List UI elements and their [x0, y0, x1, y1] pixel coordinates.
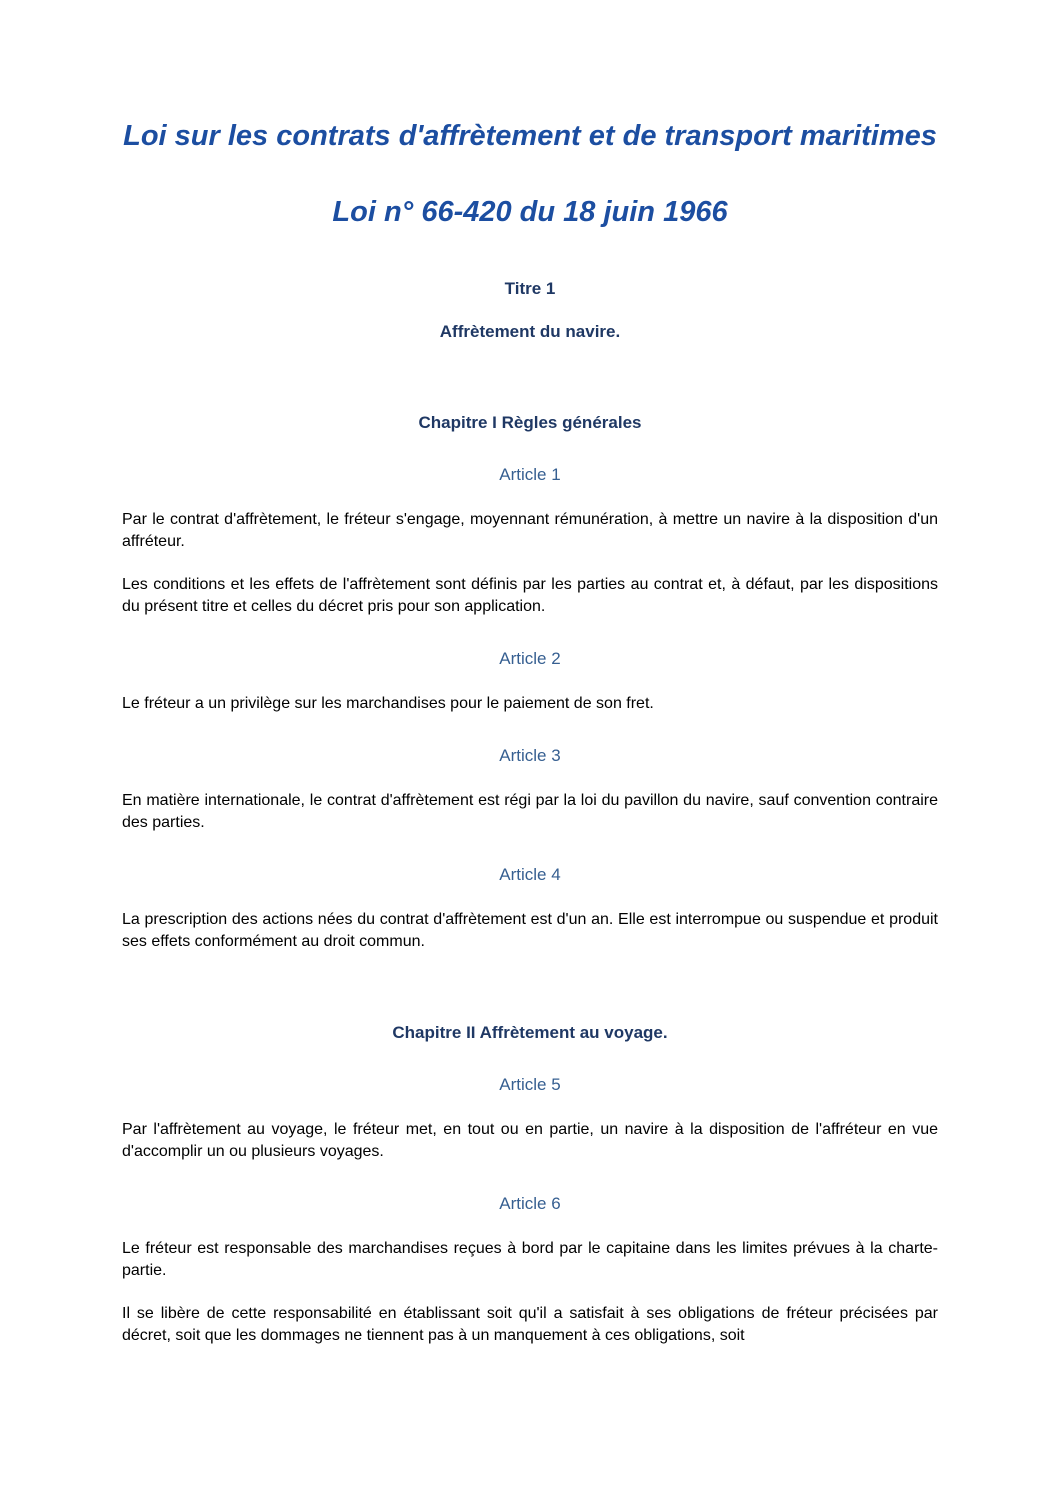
document-title: Loi sur les contrats d'affrètement et de transport maritimes: [123, 120, 937, 152]
article-4-heading: Article 4: [499, 865, 561, 884]
article-5-heading: Article 5: [499, 1075, 561, 1094]
article-1-heading: Article 1: [499, 465, 561, 484]
article-5-paragraph-1: Par l'affrètement au voyage, le fréteur met, en tout ou en partie, un navire à la disposition de l'affréteur en vue d'accomplir un ou plusieurs voyages.: [122, 1121, 938, 1160]
article-1-paragraph-2: Les conditions et les effets de l'affrètement sont définis par les parties au contrat et, à défaut, par les dispositions du présent titre et celles du décret pris pour son application.: [122, 576, 938, 615]
article-6-paragraph-1: Le fréteur est responsable des marchandises reçues à bord par le capitaine dans les limites prévues à la charte-partie.: [122, 1240, 938, 1279]
chapter-1-heading: Chapitre I Règles générales: [418, 413, 642, 432]
article-1-paragraph-1: Par le contrat d'affrètement, le fréteur s'engage, moyennant rémunération, à mettre un navire à la disposition d'un affréteur.: [122, 511, 938, 550]
article-6-paragraph-2: Il se libère de cette responsabilité en établissant soit qu'il a satisfait à ses obligations de fréteur précisées par décret, soit que les dommages ne tiennent pas à un manquement à ces obligations, soit: [122, 1305, 938, 1344]
chapter-2-heading: Chapitre II Affrètement au voyage.: [392, 1023, 668, 1042]
titre-heading: Titre 1: [504, 279, 556, 298]
article-3-heading: Article 3: [499, 746, 561, 765]
article-2-heading: Article 2: [499, 649, 561, 668]
article-2-paragraph-1: Le fréteur a un privilège sur les marchandises pour le paiement de son fret.: [122, 695, 654, 712]
article-4-paragraph-1: La prescription des actions nées du contrat d'affrètement est d'un an. Elle est interrompue ou suspendue et produit ses effets conformément au droit commun.: [122, 911, 938, 950]
article-6-heading: Article 6: [499, 1194, 561, 1213]
titre-subject: Affrètement du navire.: [439, 322, 621, 341]
article-3-paragraph-1: En matière internationale, le contrat d'affrètement est régi par la loi du pavillon du navire, sauf convention contraire des parties.: [122, 792, 938, 831]
document-subtitle: Loi n° 66-420 du 18 juin 1966: [332, 196, 728, 228]
